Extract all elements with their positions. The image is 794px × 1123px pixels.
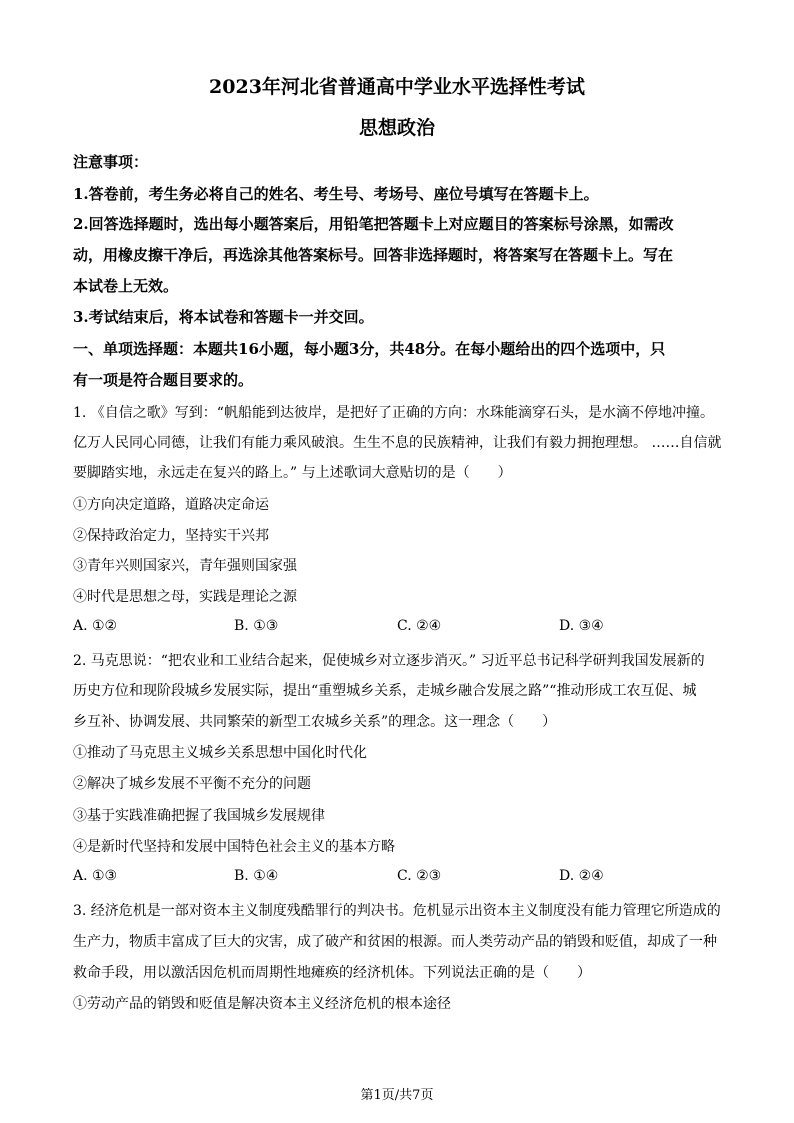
q3-stem-line-3: 救命手段，用以激活因危机而周期性地瘫痪的经济机体。下列说法正确的是（ ） xyxy=(73,965,591,981)
q2-option-a: A. ①③ xyxy=(73,868,118,884)
q1-option-a: A. ①② xyxy=(73,618,118,634)
q1-stem-line-3: 要脚踏实地，永远走在复兴的路上。” 与上述歌词大意贴切的是（ ） xyxy=(73,465,512,481)
q1-statement-3: ③青年兴则国家兴，青年强则国家强 xyxy=(73,558,297,574)
q1-statement-2: ②保持政治定力，坚持实干兴邦 xyxy=(73,528,269,544)
q3-stem-line-1: 3. 经济危机是一部对资本主义制度残酷罪行的判决书。危机显示出资本主义制度没有能力管理它所造成的 xyxy=(73,903,721,919)
q2-statement-3: ③基于实践准确把握了我国城乡发展规律 xyxy=(73,808,325,824)
q3-stem-line-2: 生产力，物质丰富成了巨大的灾害，成了破产和贫困的根源。而人类劳动产品的销毁和贬值，却成了一种 xyxy=(73,934,717,950)
q2-stem-line-3: 乡互补、协调发展、共同繁荣的新型工农城乡关系”的理念。这一理念（ ） xyxy=(73,714,557,730)
page-number: 第1页/共7页 xyxy=(360,1088,434,1103)
notice-item-2-line-1: 2.回答选择题时，选出每小题答案后，用铅笔把答题卡上对应题目的答案标号涂黑，如需改 xyxy=(73,215,674,233)
q2-stem-line-1: 2. 马克思说：“把农业和工业结合起来，促使城乡对立逐步消灭。” 习近平总书记科学研判我国发展新的 xyxy=(73,653,705,669)
notice-item-2-line-3: 本试卷上无效。 xyxy=(73,277,179,295)
q1-stem-line-2: 亿万人民同心同德，让我们有能力乘风破浪。生生不息的民族精神，让我们有毅力拥抱理想。 ……自信就 xyxy=(73,435,722,451)
notice-item-2-line-2: 动，用橡皮擦干净后，再选涂其他答案标号。回答非选择题时，将答案写在答题卡上。写在 xyxy=(73,246,674,264)
q2-option-c: C. ②③ xyxy=(397,868,442,884)
q1-statement-4: ④时代是思想之母，实践是理论之源 xyxy=(73,589,297,605)
q2-option-b: B. ①④ xyxy=(234,868,279,884)
exam-subject: 思想政治 xyxy=(358,117,435,139)
section-heading-line-1: 一、单项选择题：本题共16小题，每小题3分，共48分。在每小题给出的四个选项中，只 xyxy=(73,340,666,358)
notice-item-1: 1.答卷前，考生务必将自己的姓名、考生号、考场号、座位号填写在答题卡上。 xyxy=(73,185,599,203)
exam-title: 2023年河北省普通高中学业水平选择性考试 xyxy=(209,76,585,98)
q1-option-d: D. ③④ xyxy=(559,618,604,634)
q2-statement-2: ②解决了城乡发展不平衡不充分的问题 xyxy=(73,776,311,792)
q2-stem-line-2: 历史方位和现阶段城乡发展实际，提出“重塑城乡关系，走城乡融合发展之路”“推动形成工农互促、城 xyxy=(73,683,697,699)
notice-item-3: 3.考试结束后，将本试卷和答题卡一并交回。 xyxy=(73,308,374,326)
q1-stem-line-1: 1. 《自信之歌》写到：“帆船能到达彼岸，是把好了正确的方向：水珠能滴穿石头，是水滴不停地冲撞。 xyxy=(73,405,714,421)
q1-statement-1: ①方向决定道路，道路决定命运 xyxy=(73,497,269,513)
q2-statement-4: ④是新时代坚持和发展中国特色社会主义的基本方略 xyxy=(73,839,395,855)
q3-statement-1: ①劳动产品的销毁和贬值是解决资本主义经济危机的根本途径 xyxy=(73,996,451,1012)
q2-statement-1: ①推动了马克思主义城乡关系思想中国化时代化 xyxy=(73,745,367,761)
section-heading-line-2: 有一项是符合题目要求的。 xyxy=(73,371,254,389)
notice-heading: 注意事项： xyxy=(73,153,149,171)
q1-option-c: C. ②④ xyxy=(397,618,442,634)
q1-option-b: B. ①③ xyxy=(234,618,279,634)
q2-option-d: D. ②④ xyxy=(559,868,604,884)
